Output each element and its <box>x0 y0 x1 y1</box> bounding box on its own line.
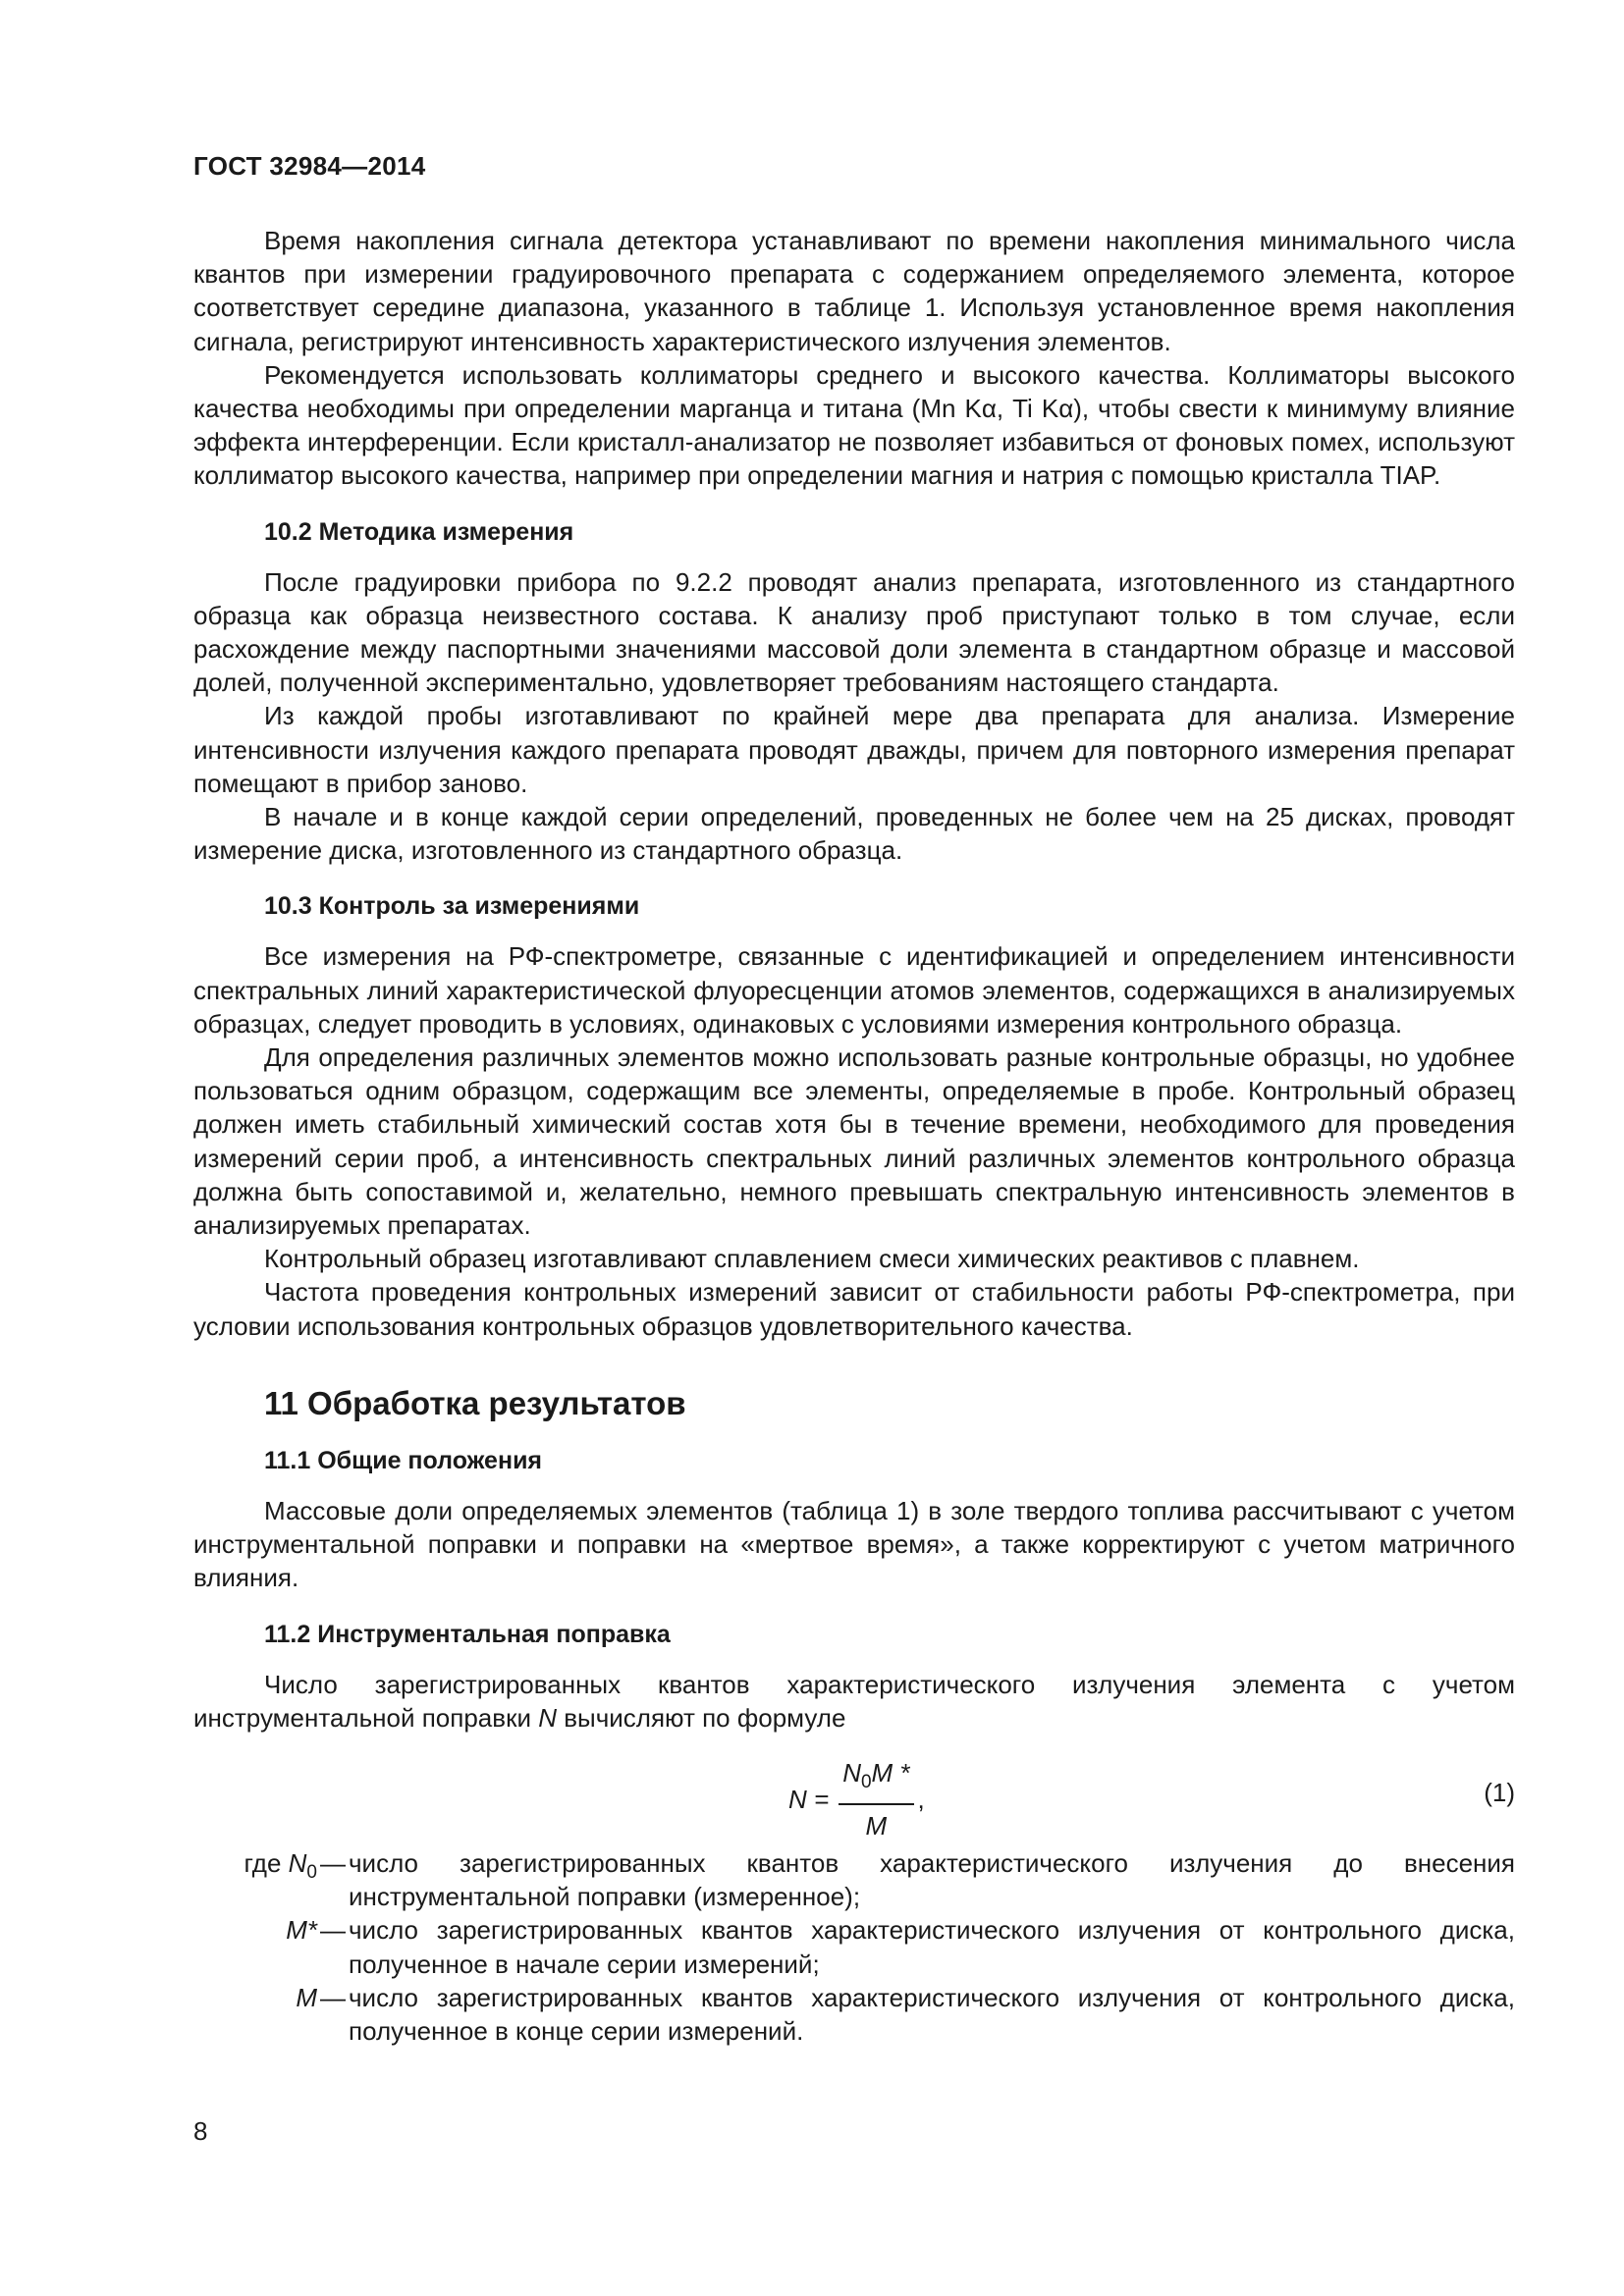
legend-dash: — <box>320 1915 346 1946</box>
numerator-symbol: N <box>842 1757 861 1788</box>
formula-denominator: M <box>865 1811 888 1842</box>
subsection-heading-10-2: 10.2 Методика измерения <box>264 517 574 546</box>
lead-text: Число зарегистрированных квантов характеристического излучения элемента с учетом инструментальной поправки <box>193 1669 1515 1733</box>
subsection-heading-11-1: 11.1 Общие положения <box>264 1446 543 1474</box>
formula-fraction <box>839 1756 913 1842</box>
paragraph: Контрольный образец изготавливают сплавлением смеси химических реактивов с плавнем. <box>264 1244 1360 1274</box>
subsection-heading-11-2: 11.2 Инструментальная поправка <box>264 1620 671 1648</box>
legend-dash: — <box>320 1982 346 2012</box>
legend-description: число зарегистрированных квантов характеристического излучения до внесения инструментальной поправки (измеренное); <box>349 1847 1515 1912</box>
page-body <box>193 224 1515 2048</box>
paragraph: Для определения различных элементов можно использовать разные контрольные образцы, но удобнее пользоваться одним образцом, содержащим все элементы, определяемые в пробе. Контрольный образец должен иметь стабильный химический состав хотя бы в течение времени, необходимого для проведения измерений серии проб, а интенсивность спектральных линий различных элементов контрольного образца должна быть сопоставимой и, желательно, немного превышать спектральную интенсивность элементов в анализируемых препаратах. <box>193 1042 1515 1241</box>
formula-comma: , <box>917 1785 925 1814</box>
paragraph: Частота проведения контрольных измерений зависит от стабильности работы РФ-спектрометра, при условии использования контрольных образцов удовлетворительного качества. <box>193 1277 1515 1341</box>
subsection-heading-10-3: 10.3 Контроль за измерениями <box>264 892 640 921</box>
formula-numerator <box>839 1756 913 1805</box>
legend-symbol: N <box>288 1847 307 1878</box>
numerator-subscript: 0 <box>860 1771 872 1792</box>
legend-description: число зарегистрированных квантов характеристического излучения от контрольного диска, полученное в конце серии измерений. <box>349 1982 1515 2046</box>
formula-lhs: N = <box>788 1785 830 1814</box>
paragraph: Все измерения на РФ-спектрометре, связанные с идентификацией и определением интенсивности спектральных линий характеристической флуоресценции атомов элементов, содержащихся в анализируемых образцах, следует проводить в условиях, одинаковых с условиями измерения контрольного образца. <box>193 941 1515 1039</box>
page-number: 8 <box>193 2116 208 2146</box>
paragraph: Из каждой пробы изготавливают по крайней мере два препарата для анализа. Измерение интенсивности излучения каждого препарата проводят дважды, причем для повторного измерения препарат помещают в прибор заново. <box>193 701 1515 798</box>
lead-tail: вычисляют по формуле <box>564 1702 846 1733</box>
paragraph: Массовые доли определяемых элементов (таблица 1) в золе твердого топлива рассчитывают с учетом инструментальной поправки и поправки на «мертвое время», а также корректируют с учетом матричного влияния. <box>193 1495 1515 1593</box>
formula <box>788 1756 925 1842</box>
numerator-tail: M * <box>871 1757 910 1788</box>
paragraph: После градуировки прибора по 9.2.2 проводят анализ препарата, изготовленного из стандартного образца как образца неизвестного состава. К анализу проб приступают только в том случае, если расхождение между паспортными значениями массовой доли элемента в стандартном образце и массовой долей, полученной экспериментально, удовлетворяет требованиям настоящего стандарта. <box>193 566 1515 698</box>
legend-term <box>193 1846 317 1890</box>
formula-block <box>193 1750 1515 1842</box>
formula-number: (1) <box>1484 1777 1515 1807</box>
legend-term: M* <box>286 1915 317 1946</box>
paragraph: Рекомендуется использовать коллиматоры среднего и высокого качества. Коллиматоры высокого качества необходимы при определении марганца и титана (Mn Kα, Ti Kα), чтобы свести к минимуму влияние эффекта интерференции. Если кристалл-анализатор не позволяет избавиться от фоновых помех, используют коллиматор высокого качества, например при определении магния и натрия с помощью кристалла TIAP. <box>193 359 1515 491</box>
legend-where-word: где <box>244 1847 282 1878</box>
legend-description: число зарегистрированных квантов характеристического излучения от контрольного диска, полученное в начале серии измерений; <box>349 1915 1515 1979</box>
legend-subscript: 0 <box>306 1861 317 1883</box>
legend-term: M <box>296 1982 317 2012</box>
legend-item <box>193 1846 1515 1913</box>
lead-symbol: N <box>538 1702 557 1733</box>
paragraph: Время накопления сигнала детектора устанавливают по времени накопления минимального числа квантов при измерении градуировочного препарата с содержанием определяемого элемента, которое соответствует середине диапазона, указанного в таблице 1. Используя установленное время накопления сигнала, регистрируют интенсивность характеристического излучения элементов. <box>193 226 1515 356</box>
document-code-header: ГОСТ 32984—2014 <box>193 151 426 181</box>
paragraph: В начале и в конце каждой серии определений, проведенных не более чем на 25 дисках, проводят измерение диска, изготовленного из стандартного образца. <box>193 802 1515 866</box>
section-heading-11: 11 Обработка результатов <box>264 1384 686 1421</box>
formula-legend <box>193 1846 1515 2048</box>
legend-dash: — <box>320 1847 346 1878</box>
formula-lead-paragraph <box>193 1668 1515 1735</box>
legend-item <box>193 1981 1515 2048</box>
legend-item <box>193 1913 1515 1980</box>
